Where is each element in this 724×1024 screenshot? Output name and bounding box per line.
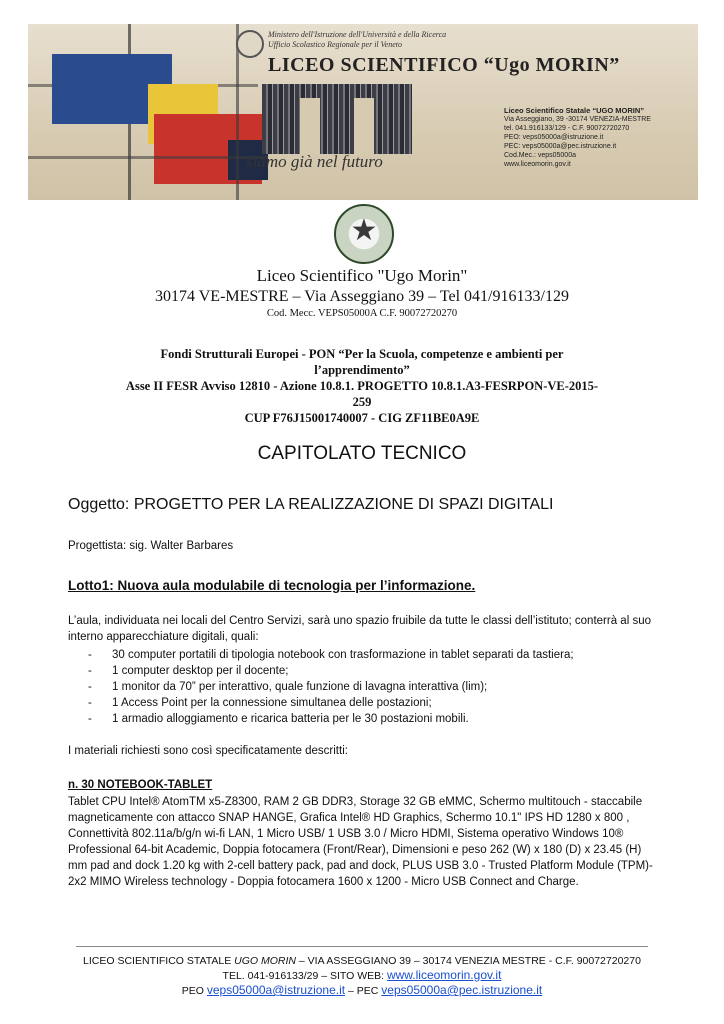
header-banner: [28, 24, 698, 200]
school-address: 30174 VE-MESTRE – Via Asseggiano 39 – Tel 041/916133/129: [155, 288, 569, 305]
list-item: - 30 computer portatili di tipologia notebook con trasformazione in tablet separati da tastiera;: [88, 647, 574, 663]
lot-heading: Lotto1: Nuova aula modulabile di tecnologia per l’informazione.: [68, 578, 476, 593]
pon-block: [0, 346, 724, 426]
banner-school-title: LICEO SCIENTIFICO “Ugo MORIN”: [268, 54, 620, 76]
school-name: Liceo Scientifico "Ugo Morin": [256, 266, 468, 285]
pon-line: Asse II FESR Avviso 12810 - Azione 10.8.1. PROGETTO 10.8.1.A3-FESRPON-VE-2015-259: [125, 379, 599, 409]
list-item: - 1 computer desktop per il docente;: [88, 663, 574, 679]
peo-email-link[interactable]: veps05000a@istruzione.it: [206, 983, 346, 997]
contact-line: tel. 041.916133/129 - C.F. 90072720270: [504, 125, 630, 132]
document-title: CAPITOLATO TECNICO: [257, 443, 467, 464]
star-icon: ★: [350, 214, 378, 247]
footer-line-2: [0, 968, 724, 983]
ministry-line: Ministero dell'Istruzione dell'Università e della Ricerca: [268, 30, 447, 39]
website-link[interactable]: www.liceomorin.gov.it: [386, 968, 502, 982]
footer-school-name: UGO MORIN: [234, 955, 296, 967]
banner-contact-box: [504, 106, 692, 169]
list-item: - 1 armadio alloggiamento e ricarica batteria per le 30 postazioni mobili.: [88, 711, 574, 727]
pec-email-link[interactable]: veps05000a@pec.istruzione.it: [381, 983, 543, 997]
footer-line-1: [0, 954, 724, 968]
italian-republic-emblem-icon: [334, 204, 394, 264]
pon-line: Fondi Strutturali Europei - PON “Per la Scuola, competenze e ambienti per l’apprendimento”: [160, 347, 564, 377]
school-codes: Cod. Mecc. VEPS05000A C.F. 90072720270: [266, 308, 458, 319]
subject-line: Oggetto: PROGETTO PER LA REALIZZAZIONE DI SPAZI DIGITALI: [68, 496, 554, 513]
ministry-text: [268, 30, 446, 50]
contact-line: Cod.Mec.: veps05000a: [504, 152, 576, 159]
intro-paragraph: L’aula, individuata nei locali del Centro Servizi, sarà uno spazio fruibile da tutte le classi dell’istituto; conterrà al suo interno apparecchiature digitali, quali:: [68, 615, 651, 643]
contact-line: Via Asseggiano, 39 -30174 VENEZIA-MESTRE: [504, 116, 651, 123]
notebook-description: Tablet CPU Intel® AtomTM x5-Z8300, RAM 2 GB DDR3, Storage 32 GB eMMC, Schermo multitouch - staccabile magneticamente con attacco SNAP HANGE, Grafica Intel® HD Graphics, Schermo 10.1" IPS HD 1280 x 800 , Connettività 802.11a/b/g/n wi-fi LAN, 1 Micro USB/ 1 USB 3.0 / Micro HDMI, Sistema operativo Windows 10® Professional 64-bit Academic, Doppia fotocamera (Front/Rear), Dimensioni e peso 262 (W) x 180 (D) x 23.45 (H) mm pad and dock 1.20 kg with 2-cell battery pack, pad and dock, PLUS USB 3.0 - Trusted Platform Module (TPM)- 2x2 MIMO Wireless technology - Doppia fotocamera 1600 x 1200 - Micro USB Connect and Charge.: [68, 796, 653, 888]
footer-text: TEL. 041-916133/29 – SITO WEB:: [222, 970, 387, 982]
footer-divider: [76, 946, 648, 947]
contact-line: PEO: veps05000a@istruzione.it: [504, 134, 604, 141]
materials-intro: I materiali richiesti sono così specificatamente descritti:: [68, 745, 348, 757]
logo-gap: [300, 98, 320, 154]
list-item: - 1 Access Point per la connessione simultanea delle postazioni;: [88, 695, 574, 711]
footer-text: – VIA ASSEGGIANO 39 – 30174 VENEZIA MESTRE - C.F. 90072720270: [296, 955, 641, 967]
contact-title: Liceo Scientifico Statale “UGO MORIN”: [504, 106, 645, 115]
footer-text: LICEO SCIENTIFICO STATALE: [83, 955, 235, 967]
footer-text: – PEC: [345, 985, 382, 997]
banner-tagline: siamo già nel futuro: [246, 152, 383, 171]
designer-line: Progettista: sig. Walter Barbares: [68, 540, 234, 552]
banner-decor-line: [28, 156, 268, 159]
contact-line: PEC: veps05000a@pec.istruzione.it: [504, 143, 617, 150]
list-item: - 1 monitor da 70” per interattivo, quale funzione di lavagna interattiva (lim);: [88, 679, 574, 695]
republic-emblem-small-icon: [236, 30, 264, 58]
ministry-line: Ufficio Scolastico Regionale per il Veneto: [268, 40, 402, 49]
school-logo-m-icon: [262, 84, 412, 154]
footer-text: PEO: [181, 985, 207, 997]
equipment-list: [88, 647, 574, 727]
logo-gap: [354, 98, 374, 154]
pon-line: CUP F76J15001740007 - CIG ZF11BE0A9E: [244, 411, 480, 425]
footer-line-3: [0, 983, 724, 998]
contact-line: www.liceomorin.gov.it: [504, 161, 571, 168]
notebook-heading: n. 30 NOTEBOOK-TABLET: [68, 779, 213, 791]
